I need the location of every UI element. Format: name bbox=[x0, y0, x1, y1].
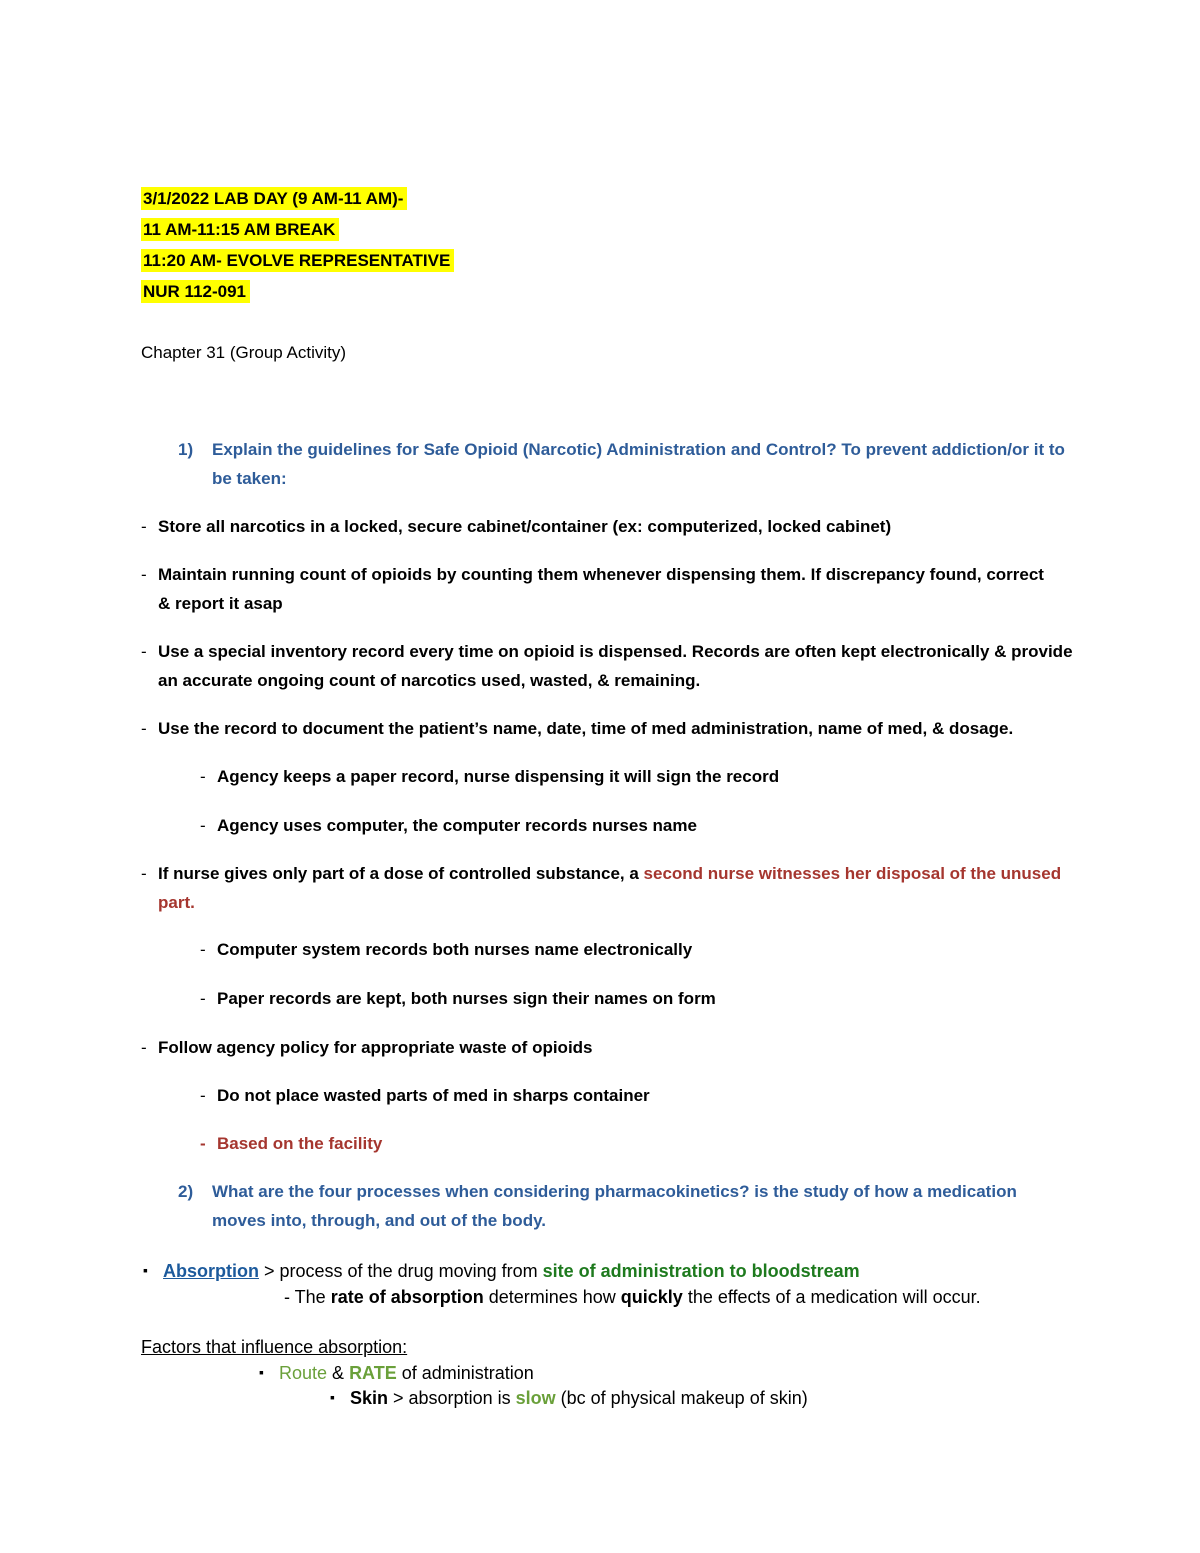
record-sub-2: Agency uses computer, the computer records nurses name bbox=[217, 816, 697, 835]
absorption-rate-quick: quickly bbox=[620, 1287, 683, 1307]
factor-skin-mid: > absorption is bbox=[388, 1388, 516, 1408]
guideline-3-line-1: Use a special inventory record every time on opioid is dispensed. Records are often kept electronically & provide bbox=[158, 642, 1073, 661]
q1-line-2: be taken: bbox=[212, 469, 287, 488]
chapter-title: Chapter 31 (Group Activity) bbox=[141, 343, 347, 362]
factor-route-rest: of administration bbox=[396, 1363, 534, 1383]
factor-route: Route bbox=[279, 1363, 328, 1383]
waste-sub-2: Based on the facility bbox=[217, 1134, 383, 1153]
partial-dose-highlight: second nurse witnesses her disposal of the unused bbox=[643, 864, 1062, 883]
absorption-rate-mid: determines how bbox=[483, 1287, 621, 1307]
header-line-4-text: NUR 112-091 bbox=[141, 280, 250, 303]
header-line-3-text: 11:20 AM- EVOLVE REPRESENTATIVE bbox=[141, 249, 454, 272]
dash-marker: - bbox=[141, 864, 147, 883]
factor-skin: Skin bbox=[350, 1388, 389, 1408]
absorption-rate-end: the effects of a medication will occur. bbox=[682, 1287, 981, 1307]
dash-marker: - bbox=[141, 642, 147, 661]
bullet-marker: ▪ bbox=[330, 1389, 335, 1405]
guideline-2-line-2: & report it asap bbox=[158, 594, 283, 613]
bullet-marker: ▪ bbox=[259, 1364, 264, 1380]
waste-sub-1: Do not place wasted parts of med in sharps container bbox=[217, 1086, 650, 1105]
partial-dose-line-1 bbox=[158, 864, 1061, 884]
bullet-marker: ▪ bbox=[143, 1262, 148, 1278]
dash-marker: - bbox=[200, 1086, 206, 1105]
factor-rate: RATE bbox=[349, 1363, 397, 1383]
dash-marker: - bbox=[200, 940, 206, 959]
partial-dose-prefix: If nurse gives only part of a dose of controlled substance, a bbox=[158, 864, 644, 883]
header-line-2-text: 11 AM-11:15 AM BREAK bbox=[141, 218, 339, 241]
partial-sub-2: Paper records are kept, both nurses sign their names on form bbox=[217, 989, 716, 1008]
q1-number: 1) bbox=[178, 440, 194, 459]
factor-skin-rest: (bc of physical makeup of skin) bbox=[555, 1388, 808, 1408]
partial-sub-1: Computer system records both nurses name electronically bbox=[217, 940, 693, 959]
absorption-term: Absorption bbox=[163, 1261, 259, 1281]
factor-skin-slow: slow bbox=[515, 1388, 556, 1408]
absorption-highlight: site of administration to bloodstream bbox=[542, 1261, 860, 1281]
waste-policy: Follow agency policy for appropriate waste of opioids bbox=[158, 1038, 593, 1057]
q2-line-2: moves into, through, and out of the body. bbox=[212, 1211, 546, 1230]
dash-marker: - bbox=[200, 1134, 206, 1153]
dash-marker: - bbox=[200, 989, 206, 1008]
header-line-3 bbox=[141, 251, 454, 271]
dash-marker: - bbox=[200, 816, 206, 835]
absorption-rate-bold: rate of absorption bbox=[330, 1287, 484, 1307]
dash-marker: - bbox=[141, 1038, 147, 1057]
header-line-2 bbox=[141, 220, 339, 240]
guideline-3-line-2: an accurate ongoing count of narcotics used, wasted, & remaining. bbox=[158, 671, 701, 690]
guideline-4: Use the record to document the patient’s name, date, time of med administration, name of med, & dosage. bbox=[158, 719, 1014, 738]
q2-line-1: What are the four processes when considering pharmacokinetics? is the study of how a medication bbox=[212, 1182, 1017, 1201]
header-line-1 bbox=[141, 189, 407, 209]
dash-marker: - bbox=[141, 719, 147, 738]
absorption-rate-prefix: - The bbox=[284, 1287, 331, 1307]
header-line-1-text: 3/1/2022 LAB DAY (9 AM-11 AM)- bbox=[141, 187, 407, 210]
q1-line-1: Explain the guidelines for Safe Opioid (Narcotic) Administration and Control? To prevent addiction/or it to bbox=[212, 440, 1065, 459]
factor-route-line bbox=[279, 1363, 534, 1384]
absorption-mid: > process of the drug moving from bbox=[259, 1261, 543, 1281]
dash-marker: - bbox=[141, 517, 147, 536]
guideline-2-line-1: Maintain running count of opioids by counting them whenever dispensing them. If discrepancy found, correct bbox=[158, 565, 1044, 584]
record-sub-1: Agency keeps a paper record, nurse dispensing it will sign the record bbox=[217, 767, 780, 786]
absorption-rate-line bbox=[284, 1287, 981, 1308]
dash-marker: - bbox=[141, 565, 147, 584]
factor-route-amp: & bbox=[327, 1363, 350, 1383]
partial-dose-line-2: part. bbox=[158, 893, 195, 912]
factor-skin-line bbox=[350, 1388, 808, 1409]
dash-marker: - bbox=[200, 767, 206, 786]
q2-number: 2) bbox=[178, 1182, 194, 1201]
header-line-4 bbox=[141, 282, 250, 302]
factors-heading: Factors that influence absorption: bbox=[141, 1337, 408, 1357]
absorption-line bbox=[163, 1261, 860, 1282]
guideline-1: Store all narcotics in a locked, secure cabinet/container (ex: computerized, locked cabinet) bbox=[158, 517, 892, 536]
